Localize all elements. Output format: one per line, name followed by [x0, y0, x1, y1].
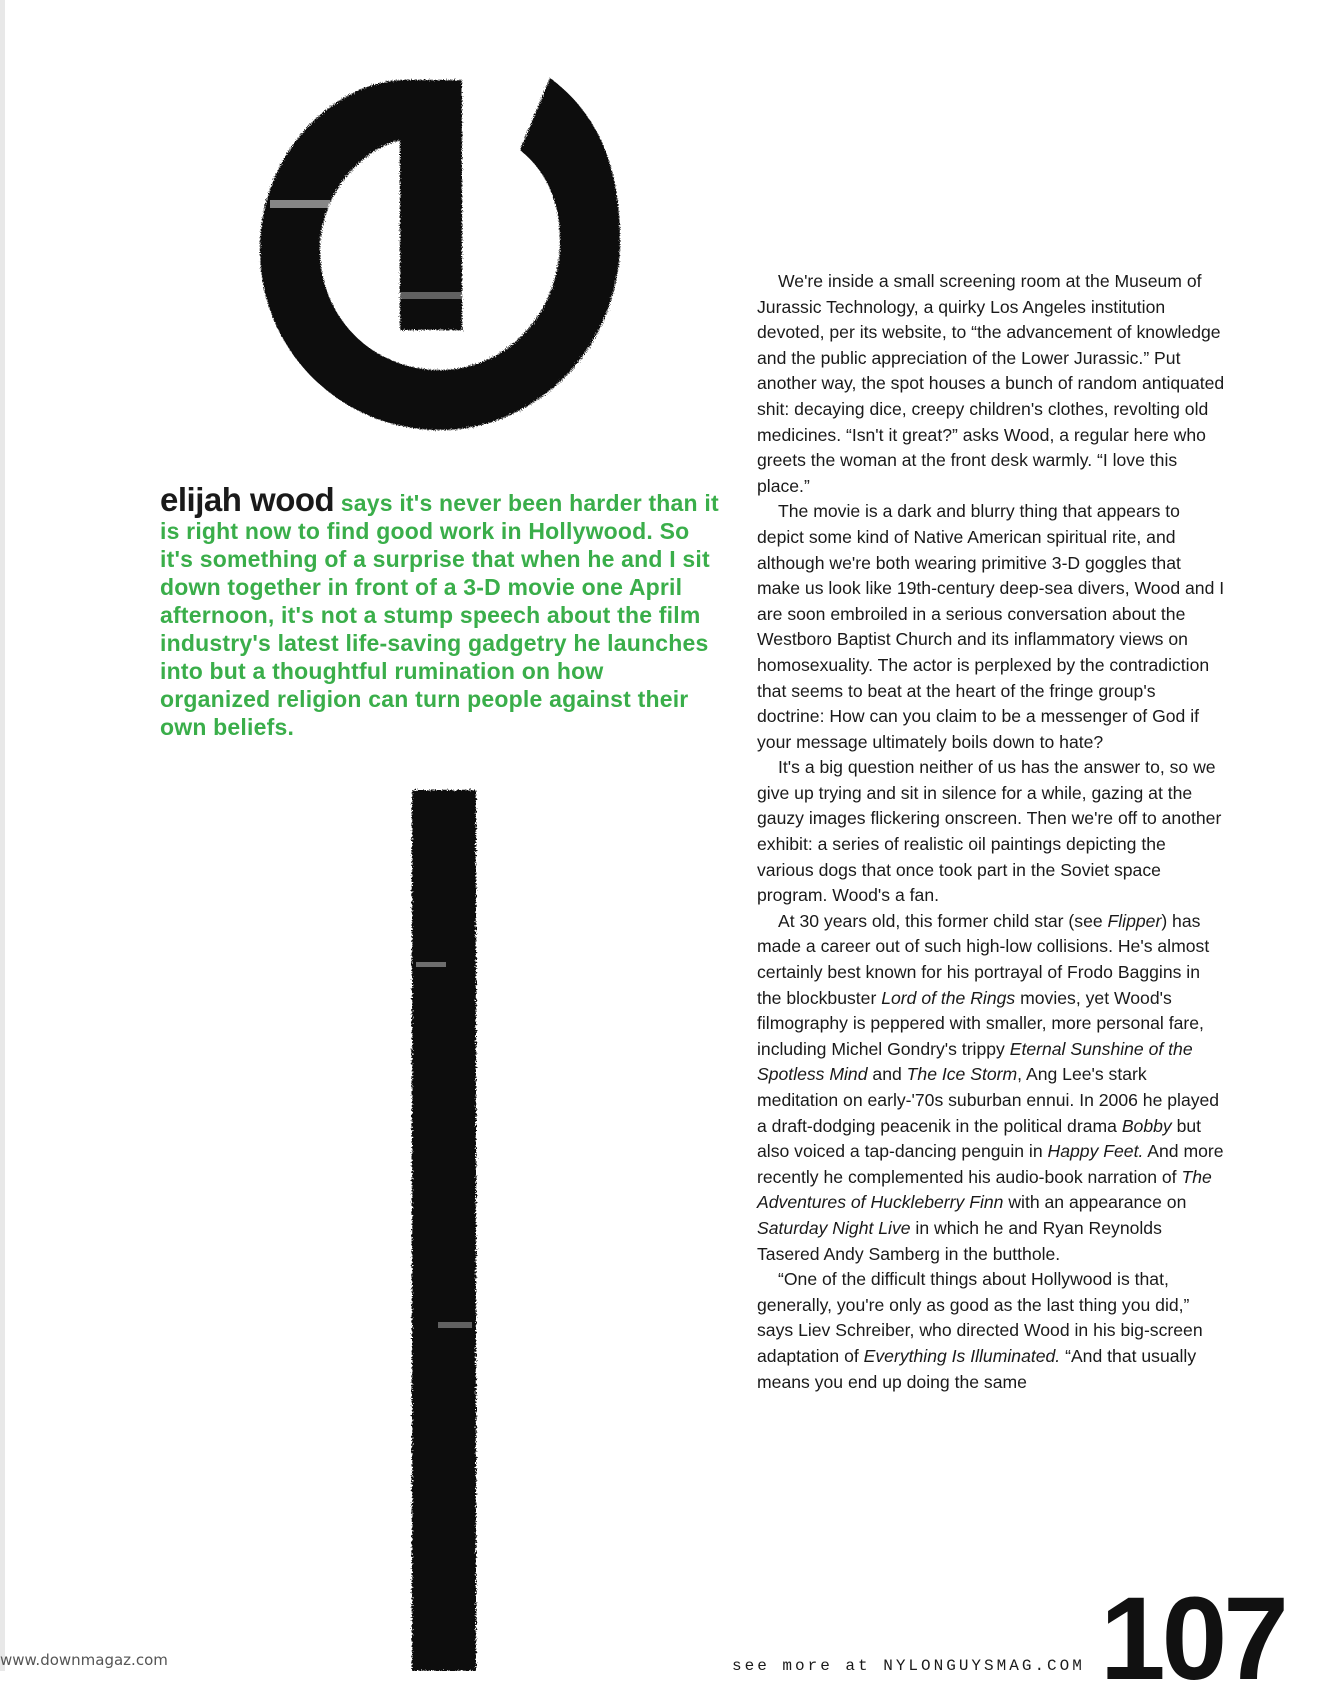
film-title: Everything Is Illuminated.: [863, 1345, 1061, 1366]
film-title: Eternal Sunshine of the Spotless Mind: [757, 1038, 1193, 1085]
text-run: “And that usually means you end up doing the same: [757, 1345, 1197, 1392]
text-run: “One of the difficult things about Hollywood is that, generally, you're only as good as the last thing you did,” says Liev Schreiber, who directed Wood in his big-screen adaptation of: [757, 1269, 1203, 1366]
subject-name: elijah wood: [160, 481, 335, 518]
text-run: ) has made a career out of such high-low collisions. He's almost certainly best known for his portrayal of Frodo Baggins in the blockbuster: [757, 910, 1210, 1008]
watermark: www.downmagaz.com: [0, 1651, 168, 1669]
film-title: Bobby: [1121, 1115, 1172, 1136]
paragraph-3: It's a big question neither of us has the answer to, so we give up trying and sit in silence for a while, gazing at the gauzy images flickering onscreen. Then we're off to another exhibit: a series of realistic oil paintings depicting the various dogs that once took part in the Soviet space program. Wood's a fan.: [757, 757, 1222, 906]
article-intro: [160, 481, 720, 741]
text-run: And more recently he complemented his audio-book narration of: [757, 1141, 1224, 1187]
text-run: in which he and Ryan Reynolds Tasered Andy Samberg in the butthole.: [757, 1217, 1162, 1264]
paragraph-4: [757, 909, 1225, 1267]
film-title: Lord of the Rings: [881, 987, 1016, 1008]
show-title: Saturday Night Live: [757, 1217, 911, 1238]
letter-e-graphic: [250, 60, 630, 470]
text-run: but also voiced a tap-dancing penguin in: [757, 1115, 1202, 1162]
film-title: Happy Feet.: [1047, 1141, 1144, 1162]
vertical-bar-graphic: [408, 782, 482, 1671]
paragraph-5: [757, 1267, 1225, 1395]
film-title: Flipper: [1107, 910, 1162, 931]
page-edge: [0, 0, 5, 1671]
text-run: At 30 years old, this former child star (see: [778, 910, 1108, 931]
text-run: movies, yet Wood's filmography is peppered with smaller, more personal fare, including Michel Gondry's trippy: [757, 987, 1204, 1059]
film-title: The Ice Storm: [906, 1064, 1018, 1085]
book-title: The Adventures of Huckleberry Finn: [757, 1166, 1212, 1213]
text-run: and: [867, 1064, 907, 1085]
text-run: , Ang Lee's stark meditation on early-'70s suburban ennui. In 2006 he played a draft-dodging peacenik in the political drama: [757, 1064, 1220, 1136]
article-body: [757, 269, 1225, 1395]
footer-site-link[interactable]: see more at NYLONGUYSMAG.COM: [732, 1657, 1085, 1675]
text-run: with an appearance on: [1003, 1192, 1187, 1213]
paragraph-1: We're inside a small screening room at the Museum of Jurassic Technology, a quirky Los Angeles institution devoted, per its website, to “the advancement of knowledge and the public appreciation of the Lower Jurassic.” Put another way, the spot houses a bunch of random antiquated shit: decaying dice, creepy children's clothes, revolting old medicines. “Isn't it great?” asks Wood, a regular here who greets the woman at the front desk warmly. “I love this place.”: [757, 271, 1225, 496]
intro-lede: says it's never been harder than it is right now to find good work in Hollywood. So it's something of a surprise that when he and I sit down together in front of a 3-D movie one April afternoon, it's not a stump speech about the film industry's latest life-saving gadgetry he launches into but a thoughtful rumination on how organized religion can turn people against their own beliefs.: [160, 490, 719, 740]
page-number: 107: [1100, 1573, 1285, 1705]
paragraph-2: The movie is a dark and blurry thing that appears to depict some kind of Native American spiritual rite, and although we're both wearing primitive 3-D goggles that make us look like 19th-century deep-sea divers, Wood and I are soon embroiled in a serious conversation about the Westboro Baptist Church and its inflammatory views on homosexuality. The actor is perplexed by the contradiction that seems to beat at the heart of the fringe group's doctrine: How can you claim to be a messenger of God if your message ultimately boils down to hate?: [757, 501, 1225, 752]
